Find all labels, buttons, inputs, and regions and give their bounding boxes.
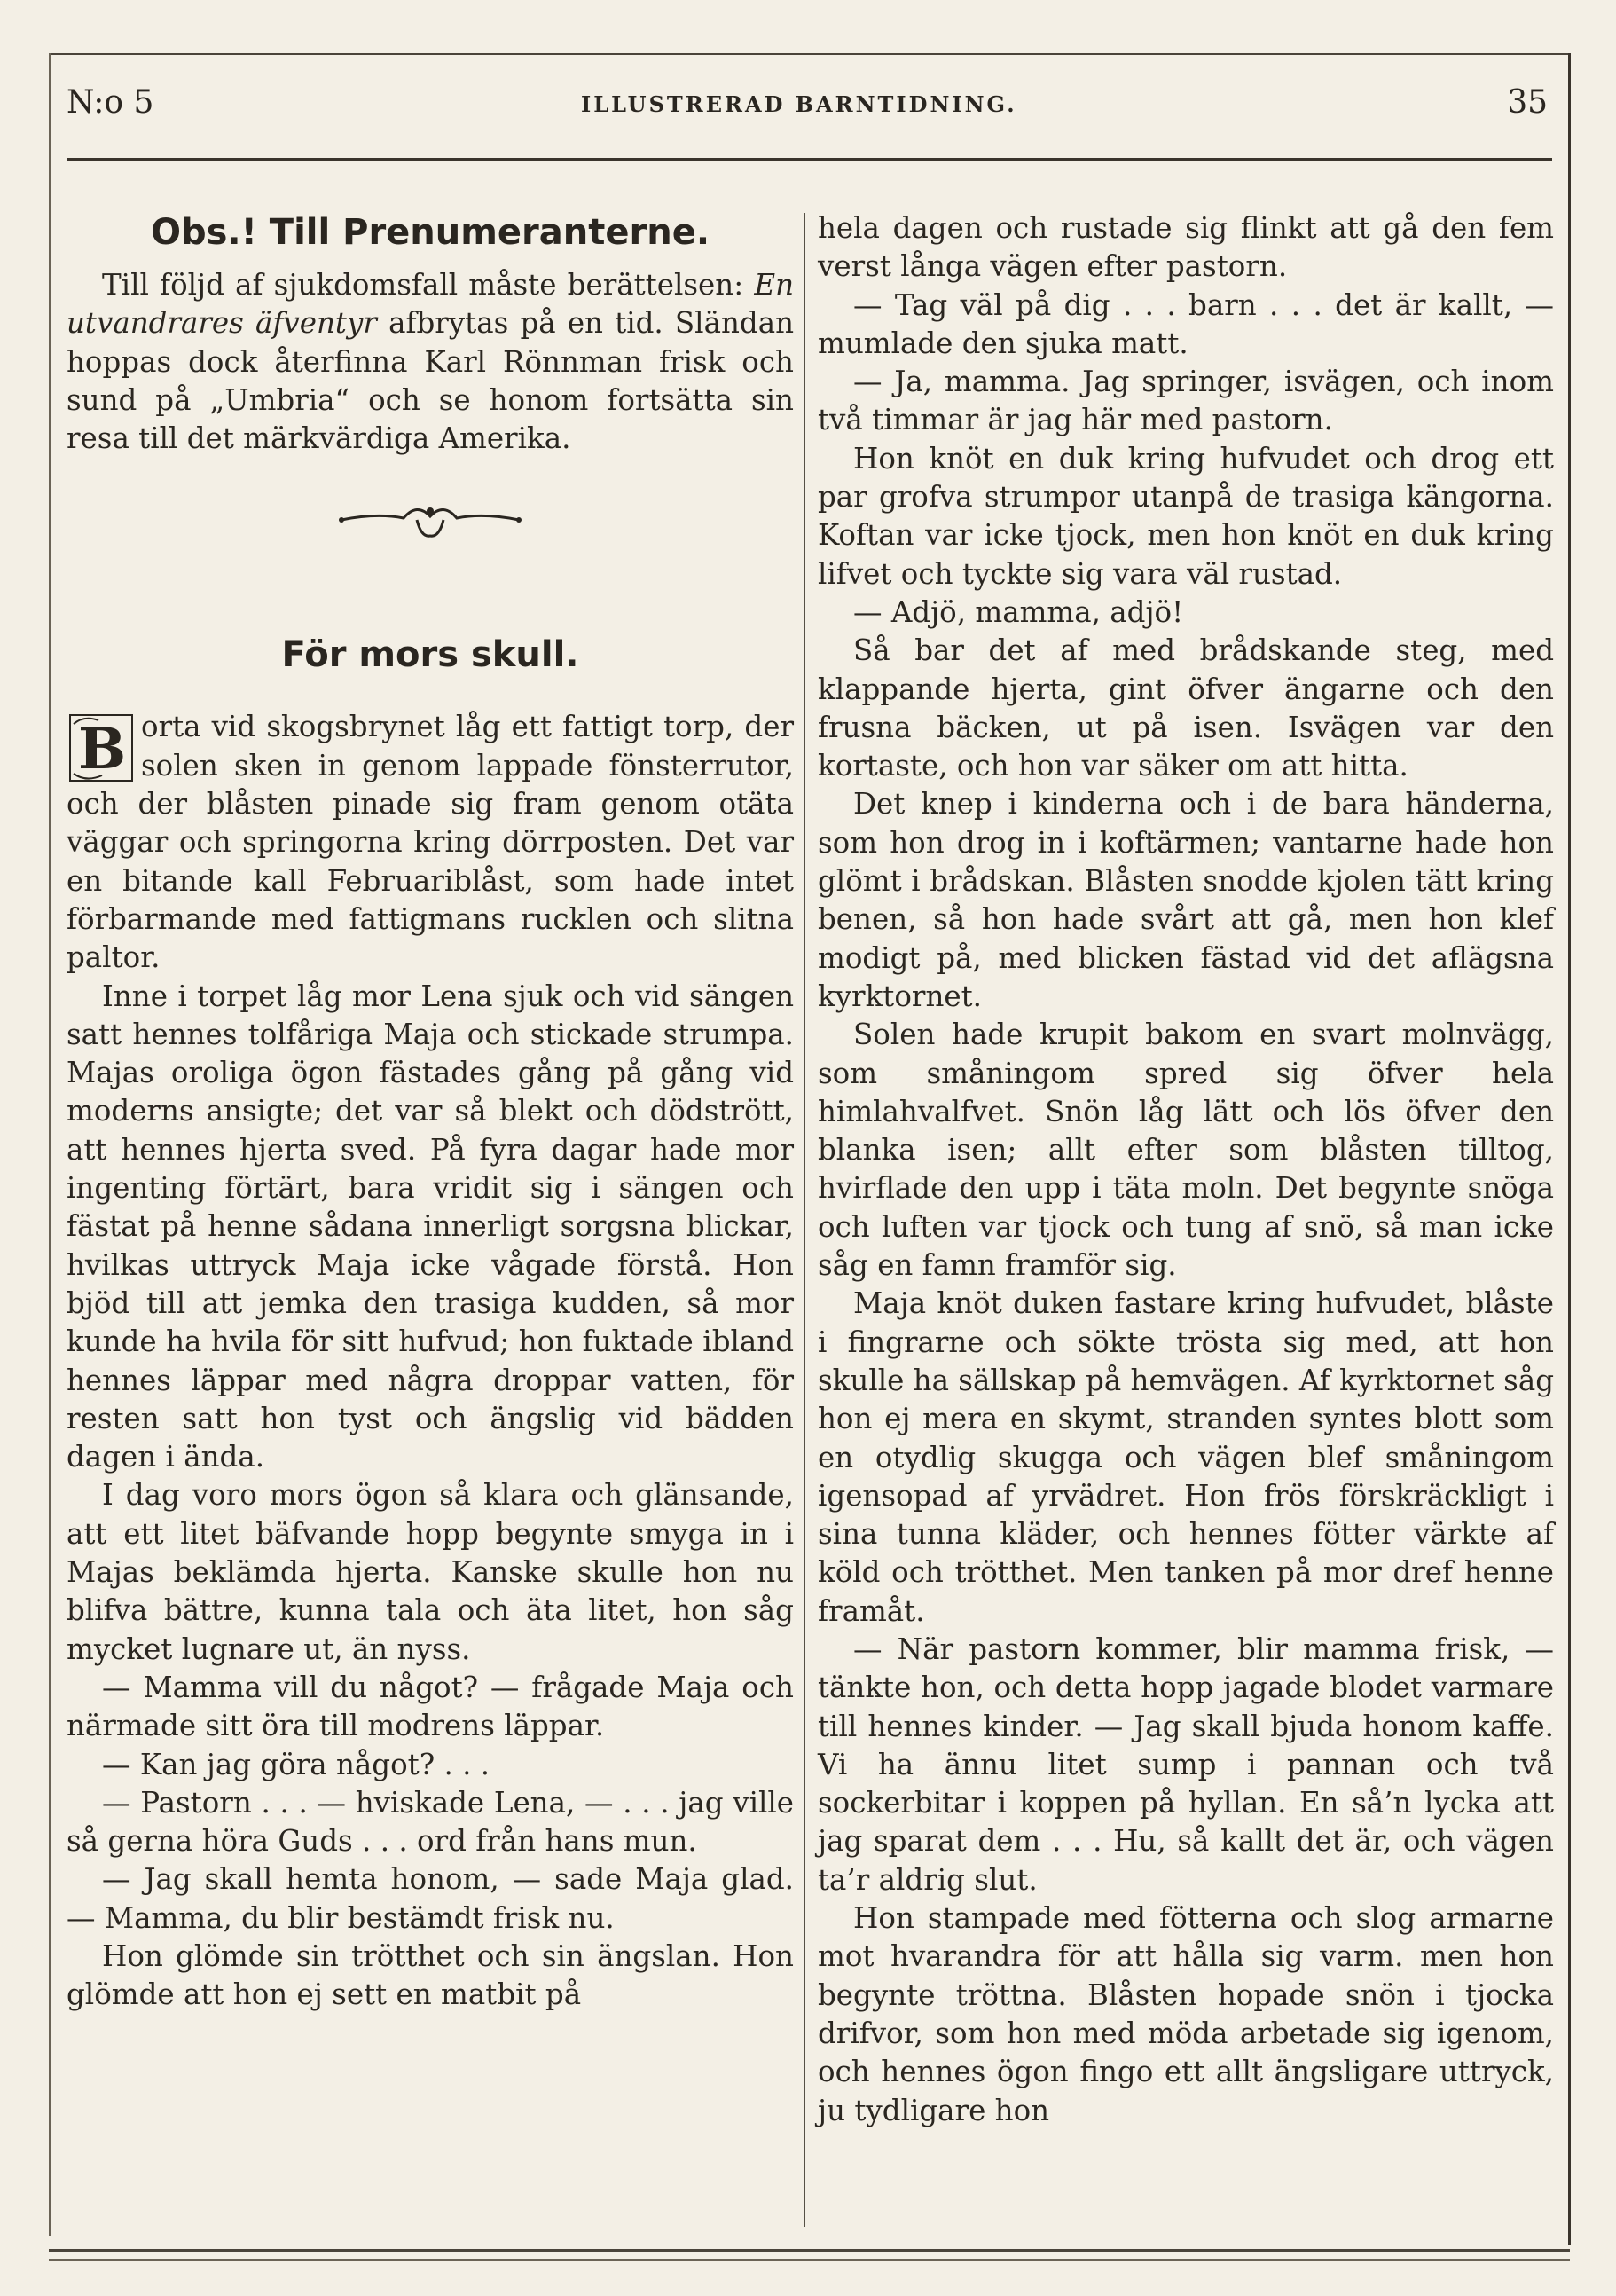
right-column <box>818 209 1554 2130</box>
story-paragraph: — Kan jag göra något? . . . <box>102 1747 490 1781</box>
story-paragraph: Det knep i kinderna och i de bara händerna, som hon drog in i koftärmen; vantarne hade hon glömt i brådskan. Blåsten snodde kjolen tätt kring benen, så hon hade svårt att gå, men hon klef modigt på, med blicken fästad vid det aflägsna kyrktornet. <box>818 787 1554 1013</box>
story-paragraph: Så bar det af med brådskande steg, med klappande hjerta, gint öfver ängarne och den frusna bäcken, ut på isen. Isvägen var den kortaste, och hon var säker om att hitta. <box>818 633 1554 783</box>
story-right-text <box>818 209 1554 2130</box>
header-rule <box>67 158 1552 161</box>
page-header <box>67 84 1557 129</box>
story-paragraph: — Pastorn . . . — hviskade Lena, — . . . jag ville så gerna höra Guds . . . ord från hans mun. <box>67 1785 794 1859</box>
story-paragraph: — Jag skall hemta honom, — sade Maja glad. — Mamma, du blir bestämdt frisk nu. <box>67 1862 794 1935</box>
story-paragraph: — Tag väl på dig . . . barn . . . det är kallt, — mumlade den sjuka matt. <box>818 287 1554 360</box>
story-paragraph: — Adjö, mamma, adjö! <box>853 594 1184 629</box>
story-paragraph: Hon glömde sin trötthet och sin ängslan. Hon glömde att hon ej sett en matbit på <box>67 1938 794 2012</box>
notice-text-after: afbrytas på en tid. Sländan hoppas dock återfinna Karl Rönnman frisk och sund på „Umbria“ och se honom fortsätta sin resa till det märkvärdiga Amerika. <box>67 306 794 456</box>
story-paragraph: — Ja, mamma. Jag springer, isvägen, och inom två timmar är jag här med pastorn. <box>818 365 1554 437</box>
story-left-text <box>67 708 794 2014</box>
notice-title: Obs.! Till Prenumeranterne. <box>150 212 710 253</box>
page-frame-left-rule <box>49 53 51 2236</box>
story-paragraph: Hon stampade med fötterna och slog armarne mot hvarandra för att hålla sig varm. men hon begynte tröttna. Blåsten hopade snön i tjocka drifvor, som hon med möda arbetade sig igenom, och hennes ögon fingo ett allt ängsligare uttryck, ju tydligare hon <box>818 1901 1554 2127</box>
story-paragraph: — När pastorn kommer, blir mamma frisk, — tänkte hon, och detta hopp jagade blodet varmare till hennes kinder. — Jag skall bjuda honom kaffe. Vi ha ännu litet sump i pannan och två sockerbitar i koppen på hyllan. En så’n lycka att jag sparat dem . . . Hu, så kallt det är, och vägen ta’r aldrig slut. <box>818 1632 1554 1897</box>
page-frame-top-rule <box>49 53 1570 55</box>
notice-body <box>67 266 794 458</box>
notice-text-before: Till följd af sjukdomsfall måste berättelsen: <box>102 268 755 302</box>
story-paragraph: Maja knöt duken fastare kring hufvudet, blåste i fingrarne och sökte trösta sig med, att hon skulle ha sällskap på hemvägen. Af kyrktornet såg hon ej mera en skymt, stranden syntes blott som en otydlig skugga och vägen blef småningom igensopad af yrvädret. Hon frös förskräckligt i sina tunna kläder, och hennes fötter värkte af köld och trötthet. Men tanken på mor dref henne framåt. <box>818 1286 1555 1628</box>
story-title: För mors skull. <box>281 634 579 676</box>
story-paragraph: — Mamma vill du något? — frågade Maja och närmade sitt öra till modrens läppar. <box>67 1670 794 1743</box>
notice-story-name: En utvandrares äfventyr <box>67 268 794 341</box>
story-paragraph: B orta vid skogsbrynet låg ett fattigt torp, der solen sken in genom lappade fönsterrutor, och der blåsten pinade sig fram genom otäta väggar och springorna kring dörrposten. Det var en bitande kall Februariblåst, som hade intet förbarmande med fattigmans rucklen och slitna paltor. <box>67 710 794 975</box>
page-frame-right-rule <box>1568 53 1571 2245</box>
page-frame-bottom-rule-inner <box>49 2259 1570 2261</box>
page-number: 35 <box>1507 84 1548 121</box>
page-frame-bottom-rule <box>49 2249 1570 2252</box>
story-paragraph: I dag voro mors ögon så klara och glänsande, att ett litet bäfvande hopp begynte smyga in i Majas beklämda hjerta. Kanske skulle hon nu blifva bättre, kunna tala och äta litet, hon såg mycket lugnare ut, än nyss. <box>67 1478 794 1666</box>
left-column <box>67 204 794 2015</box>
story-paragraph: Solen hade krupit bakom en svart molnvägg, som småningom spred sig öfver hela himlahvalfvet. Snön låg lätt och lös öfver den blanka isen; allt efter som blåsten tilltog, hvirflade den upp i täta moln. Det begynte snöga och luften var tjock och tung af snö, så man icke såg en famn framför sig. <box>818 1018 1554 1283</box>
column-divider <box>804 213 805 2227</box>
story-paragraph: hela dagen och rustade sig flinkt att gå den fem verst långa vägen efter pastorn. <box>818 211 1554 284</box>
story-paragraph: Hon knöt en duk kring hufvudet och drog ett par grofva strumpor utanpå de trasiga kängorna. Koftan var icke tjock, men hon knöt en duk kring lifvet och tyckte sig vara väl rustad. <box>818 441 1554 591</box>
ornament-vignette-icon <box>333 493 528 546</box>
drop-cap <box>67 712 136 784</box>
publication-title: ILLUSTRERAD BARNTIDNING. <box>581 91 1017 117</box>
story-paragraph: Inne i torpet låg mor Lena sjuk och vid sängen satt hennes tolfåriga Maja och stickade strumpa. Majas oroliga ögon fästades gång på gång vid moderns ansigte; det var så blekt och dödstrött, att hennes hjerta sved. På fyra dagar hade mor ingenting förtärt, bara vridit sig i sängen och fästat på henne sådana innerligt sorgsna blickar, hvilkas uttryck Maja icke vågade förstå. Hon bjöd till att jemka den trasiga kudden, så mor kunde ha hvila för sitt hufvud; hon fuktade ibland hennes läppar med några droppar vatten, för resten satt hon tyst och ängslig vid bädden dagen i ända. <box>67 979 794 1474</box>
issue-number: N:o 5 <box>67 84 154 121</box>
svg-text:B: B <box>77 716 127 783</box>
